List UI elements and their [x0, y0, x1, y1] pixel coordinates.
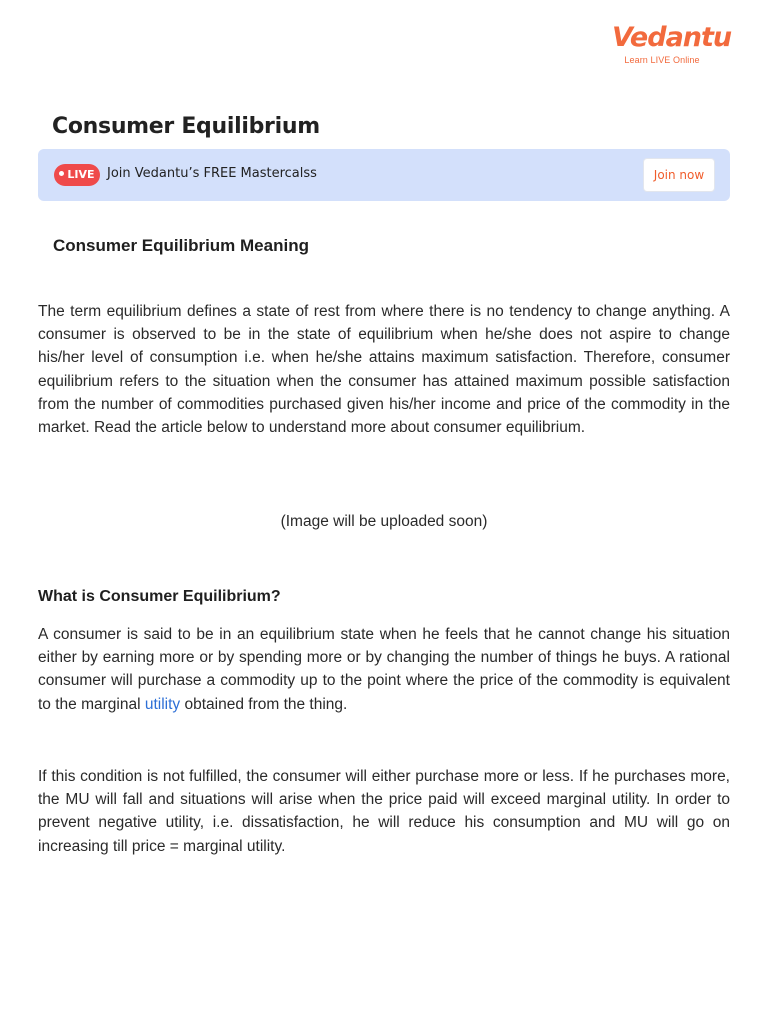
paragraph-definition-text: A consumer is said to be in an equilibrium state when he feels that he cannot change his situation either by earning more or by spending more or by changing the number of things he buys. A rational consumer will purchase a commodity up to the point where the price of the commodity is equivalent to the marginal [38, 626, 730, 713]
live-badge-label: LIVE [67, 168, 95, 181]
image-placeholder: (Image will be uploaded soon) [280, 513, 488, 530]
live-dot-icon [59, 171, 64, 176]
paragraph-condition: If this condition is not fulfilled, the consumer will either purchase more or less. If he purchases more, the MU will fall and situations will arise when the price paid will exceed marginal utility. In order to prevent negative utility, i.e. dissatisfaction, he will reduce his consumption and MU will go on increasing till price = marginal utility. [38, 768, 730, 855]
logo-tagline: Learn LIVE Online [624, 55, 700, 65]
vedantu-logo[interactable] [612, 22, 732, 65]
page-title: Consumer Equilibrium [52, 114, 320, 139]
join-now-button[interactable]: Join now [643, 158, 715, 192]
masterclass-banner [38, 149, 730, 201]
subheading-what-is: What is Consumer Equilibrium? [38, 588, 281, 605]
paragraph-definition [38, 623, 730, 716]
section-heading: Consumer Equilibrium Meaning [53, 236, 309, 255]
live-badge [54, 164, 100, 186]
paragraph-meaning: The term equilibrium defines a state of rest from where there is no tendency to change anything. A consumer is observed to be in the state of equilibrium when he/she does not aspire to change his/her level of consumption i.e. when he/she attains maximum satisfaction. Therefore, consumer equilibrium refers to the situation when the consumer has attained maximum possible satisfaction from the number of commodities purchased given his/her income and price of the commodity in the market. Read the article below to understand more about consumer equilibrium. [38, 303, 730, 437]
utility-link[interactable]: utility [144, 695, 181, 713]
banner-text: Join Vedantu’s FREE Mastercalss [107, 166, 317, 181]
logo-wordmark: Vedantu [612, 22, 732, 53]
paragraph-definition-end: obtained from the thing. [180, 695, 348, 713]
